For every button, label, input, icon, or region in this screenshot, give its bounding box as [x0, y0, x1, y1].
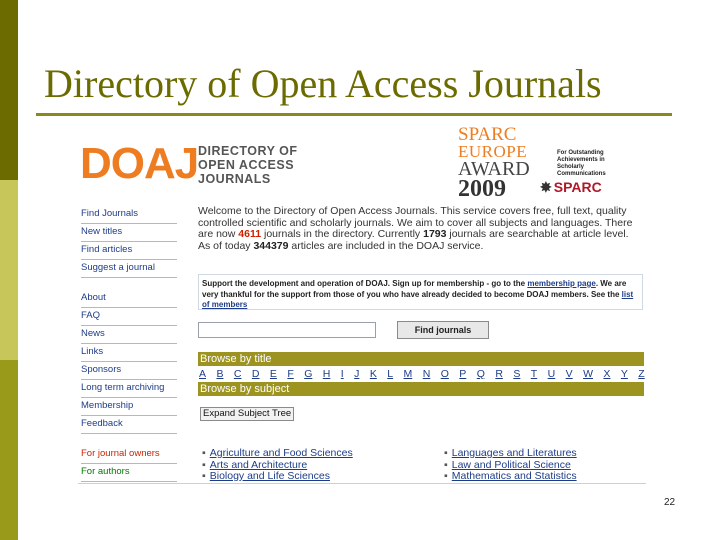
membership-page-link[interactable]: membership page [527, 279, 596, 288]
sparc-award-badge [458, 126, 638, 200]
nav-about[interactable]: About [81, 290, 177, 308]
subject-list-right [444, 448, 577, 483]
letter-link[interactable]: E [269, 368, 277, 380]
bullet-icon: ▪ [444, 458, 448, 471]
logo-subtitle-line: OPEN ACCESS [198, 158, 295, 172]
award-description: For Outstanding Achievements in Scholarly Communications [557, 150, 606, 177]
nav-journal-owners[interactable]: For journal owners [81, 446, 177, 464]
letter-link[interactable]: I [340, 368, 344, 380]
letter-link[interactable]: F [287, 368, 294, 380]
list-item [444, 471, 577, 483]
browse-by-subject-header: Browse by subject [198, 382, 644, 396]
award-line: EUROPE [458, 142, 528, 161]
letter-link[interactable]: D [251, 368, 260, 380]
subject-link[interactable]: Languages and Literatures [451, 447, 577, 459]
slide-stripe-top [0, 0, 18, 180]
find-journals-button[interactable]: Find journals [397, 321, 489, 339]
letter-link[interactable]: K [369, 368, 377, 380]
letter-link[interactable]: T [530, 368, 538, 380]
left-nav [81, 206, 177, 482]
slide-stripe-middle [0, 180, 18, 360]
searchable-journal-count: 1793 [423, 228, 447, 240]
bullet-icon: ▪ [444, 447, 448, 459]
bullet-icon: ▪ [444, 470, 448, 482]
letter-link[interactable]: C [233, 368, 242, 380]
nav-find-journals[interactable]: Find Journals [81, 206, 177, 224]
welcome-text-part: journals in the directory. Currently [261, 228, 424, 240]
letter-link[interactable]: L [387, 368, 394, 380]
logo-subtitle-line: DIRECTORY OF [198, 144, 298, 158]
nav-find-articles[interactable]: Find articles [81, 242, 177, 260]
nav-feedback[interactable]: Feedback [81, 416, 177, 434]
list-item [202, 471, 353, 483]
letter-link[interactable]: W [583, 368, 593, 380]
nav-spacer [81, 434, 177, 446]
expand-subject-tree-button[interactable]: Expand Subject Tree [200, 407, 294, 421]
letter-link[interactable]: P [459, 368, 467, 380]
nav-spacer [81, 278, 177, 290]
list-of-members-link[interactable]: list of members [202, 289, 634, 309]
welcome-text-part: articles are included in the DOAJ service. [288, 239, 484, 252]
subject-list-left [202, 448, 353, 483]
slide-number: 22 [664, 497, 676, 508]
letter-link[interactable]: Y [620, 368, 628, 380]
support-text: . We are very thankful for the support from those of you who have already decided to become DOAJ members. See the [202, 279, 627, 299]
subject-link[interactable]: Agriculture and Food Sciences [209, 447, 353, 459]
article-count: 344379 [253, 239, 289, 252]
bullet-icon: ▪ [202, 458, 206, 471]
letter-link[interactable]: Q [476, 368, 485, 380]
sparc-logo [540, 180, 602, 194]
letter-link[interactable]: J [354, 368, 360, 380]
letter-link[interactable]: R [495, 368, 503, 380]
letter-link[interactable]: O [440, 368, 449, 380]
welcome-text [198, 206, 638, 252]
doaj-logo-subtitle [198, 144, 298, 186]
doaj-logo[interactable]: DOAJ [80, 139, 199, 188]
sparc-logo-text: SPARC [553, 179, 602, 195]
nav-authors[interactable]: For authors [81, 464, 177, 482]
subject-link[interactable]: Mathematics and Statistics [451, 470, 577, 482]
logo-subtitle-line: JOURNALS [198, 172, 271, 186]
sparc-star-icon: ✸ [540, 179, 552, 195]
nav-long-term-archiving[interactable]: Long term archiving [81, 380, 177, 398]
doaj-screenshot [78, 122, 646, 484]
nav-membership[interactable]: Membership [81, 398, 177, 416]
journal-search-input[interactable] [198, 322, 376, 338]
alphabet-links [199, 368, 645, 380]
letter-link[interactable]: X [603, 368, 611, 380]
nav-links[interactable]: Links [81, 344, 177, 362]
award-line: AWARD [458, 158, 530, 180]
letter-link[interactable]: N [422, 368, 431, 380]
support-text: Support the development and operation of DOAJ. Sign up for membership - go to the [202, 279, 528, 288]
welcome-text-part: Welcome to the Directory of Open Access Journals. This service covers free, full text, quality controlled scientific and scholarly journals. We aim to cover all subjects and languages. There are now [198, 205, 633, 240]
award-year: 2009 [458, 176, 506, 202]
letter-link[interactable]: V [565, 368, 573, 380]
title-rule [36, 113, 672, 116]
subject-link[interactable]: Arts and Architecture [209, 458, 308, 471]
support-notice [198, 274, 643, 310]
letter-link[interactable]: A [199, 368, 207, 380]
bullet-icon: ▪ [202, 447, 206, 459]
letter-link[interactable]: G [304, 368, 313, 380]
letter-link[interactable]: U [547, 368, 556, 380]
letter-link[interactable]: H [322, 368, 331, 380]
bullet-icon: ▪ [202, 470, 206, 482]
slide-stripe-bottom [0, 360, 18, 540]
welcome-text-part: journals are searchable at article level. As of today [198, 228, 629, 252]
nav-suggest-journal[interactable]: Suggest a journal [81, 260, 177, 278]
letter-link[interactable]: B [216, 368, 224, 380]
nav-new-titles[interactable]: New titles [81, 224, 177, 242]
journal-count: 4611 [238, 228, 262, 240]
nav-faq[interactable]: FAQ [81, 308, 177, 326]
subject-link[interactable]: Biology and Life Sciences [209, 470, 330, 482]
nav-news[interactable]: News [81, 326, 177, 344]
letter-link[interactable]: M [403, 368, 413, 380]
browse-by-title-header: Browse by title [198, 352, 644, 366]
award-line: SPARC [458, 124, 517, 145]
nav-sponsors[interactable]: Sponsors [81, 362, 177, 380]
letter-link[interactable]: S [513, 368, 521, 380]
subject-link[interactable]: Law and Political Science [451, 458, 571, 471]
letter-link[interactable]: Z [638, 368, 645, 380]
slide-title: Directory of Open Access Journals [44, 61, 602, 106]
